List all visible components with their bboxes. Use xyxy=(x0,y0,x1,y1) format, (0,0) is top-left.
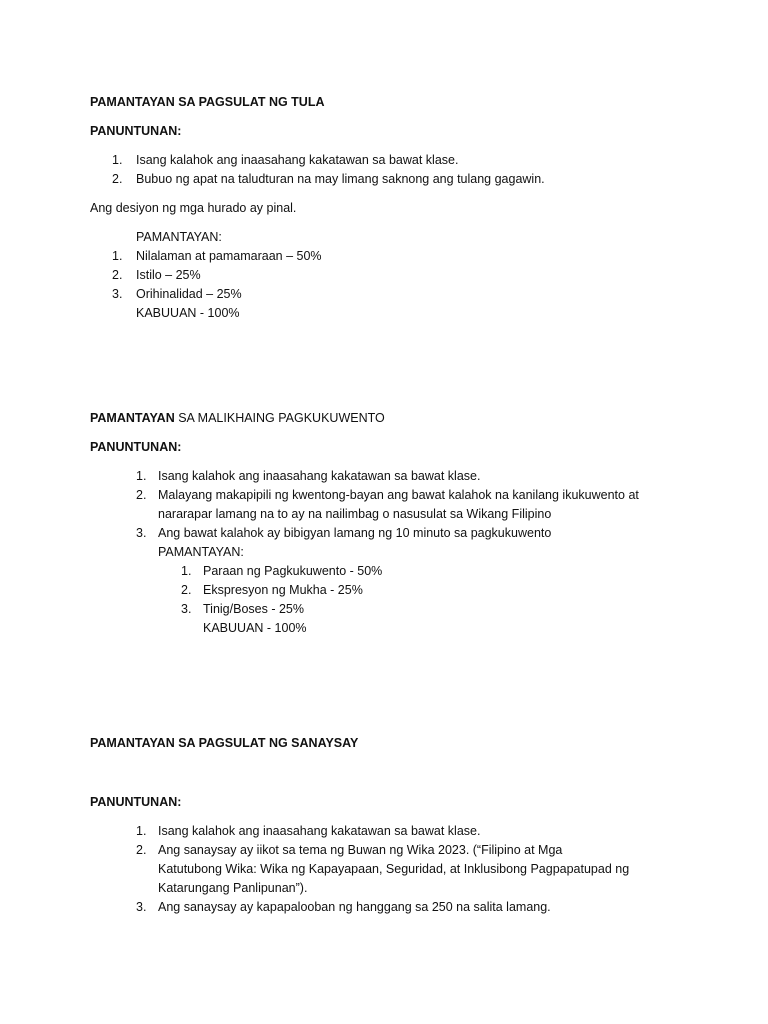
section2-rule-number: 1. xyxy=(136,469,147,483)
section3-rule-text-cont: Katarungang Panlipunan”). xyxy=(158,881,308,895)
section1-criterion-number: 1. xyxy=(112,249,123,263)
section2-criterion-text: Ekspresyon ng Mukha - 25% xyxy=(203,583,363,597)
section3-rule-text: Isang kalahok ang inaasahang kakatawan sa bawat klase. xyxy=(158,824,481,838)
section2-criterion-number: 3. xyxy=(181,602,192,616)
section1-criterion-number: 2. xyxy=(112,268,123,282)
section3-rule-text: Ang sanaysay ay iikot sa tema ng Buwan ng Wika 2023. (“Filipino at Mga xyxy=(158,843,563,857)
section2-criterion-text: Paraan ng Pagkukuwento - 50% xyxy=(203,564,383,578)
section2-title xyxy=(90,409,385,427)
section1-total: KABUUAN - 100% xyxy=(136,306,240,320)
section2-criteria-heading: PAMANTAYAN: xyxy=(158,545,244,559)
section2-total: KABUUAN - 100% xyxy=(203,621,307,635)
section1-criterion-text: Nilalaman at pamamaraan – 50% xyxy=(136,249,322,263)
section3-rules-heading: PANUNTUNAN: xyxy=(90,795,182,809)
section1-note: Ang desiyon ng mga hurado ay pinal. xyxy=(90,201,297,215)
section2-criterion-text: Tinig/Boses - 25% xyxy=(203,602,304,616)
section1-criterion-number: 3. xyxy=(112,287,123,301)
section2-rule-text: Ang bawat kalahok ay bibigyan lamang ng 10 minuto sa pagkukuwento xyxy=(158,526,552,540)
section3-rule-number: 1. xyxy=(136,824,147,838)
section1-rule-text: Isang kalahok ang inaasahang kakatawan sa bawat klase. xyxy=(136,153,459,167)
section2-rule-text: Malayang makapipili ng kwentong-bayan ang bawat kalahok na kanilang ikukuwento at xyxy=(158,488,639,502)
section2-rule-number: 3. xyxy=(136,526,147,540)
section2-rule-text-cont: nararapar lamang na to ay na nailimbag o nasusulat sa Wikang Filipino xyxy=(158,507,552,521)
section1-rule-text: Bubuo ng apat na taludturan na may limang saknong ang tulang gagawin. xyxy=(136,172,545,186)
section2-title-rest: SA MALIKHAING PAGKUKUWENTO xyxy=(174,411,385,425)
section1-rule-number: 1. xyxy=(112,153,123,167)
section2-title-bold: PAMANTAYAN xyxy=(90,411,175,425)
section3-rule-text-cont: Katutubong Wika: Wika ng Kapayapaan, Seguridad, at Inklusibong Pagpapatupad ng xyxy=(158,862,630,876)
section1-criterion-text: Orihinalidad – 25% xyxy=(136,287,242,301)
section2-rule-number: 2. xyxy=(136,488,147,502)
section1-rule-number: 2. xyxy=(112,172,123,186)
section3-rule-number: 3. xyxy=(136,900,147,914)
section2-criterion-number: 2. xyxy=(181,583,192,597)
section1-criterion-text: Istilo – 25% xyxy=(136,268,201,282)
section1-title: PAMANTAYAN SA PAGSULAT NG TULA xyxy=(90,95,325,109)
section1-rules-heading: PANUNTUNAN: xyxy=(90,124,182,138)
section3-title: PAMANTAYAN SA PAGSULAT NG SANAYSAY xyxy=(90,736,359,750)
section3-rule-text: Ang sanaysay ay kapapalooban ng hanggang sa 250 na salita lamang. xyxy=(158,900,551,914)
section3-rule-number: 2. xyxy=(136,843,147,857)
section1-criteria-heading: PAMANTAYAN: xyxy=(136,230,222,244)
section2-criterion-number: 1. xyxy=(181,564,192,578)
section2-rules-heading: PANUNTUNAN: xyxy=(90,440,182,454)
section2-rule-text: Isang kalahok ang inaasahang kakatawan sa bawat klase. xyxy=(158,469,481,483)
